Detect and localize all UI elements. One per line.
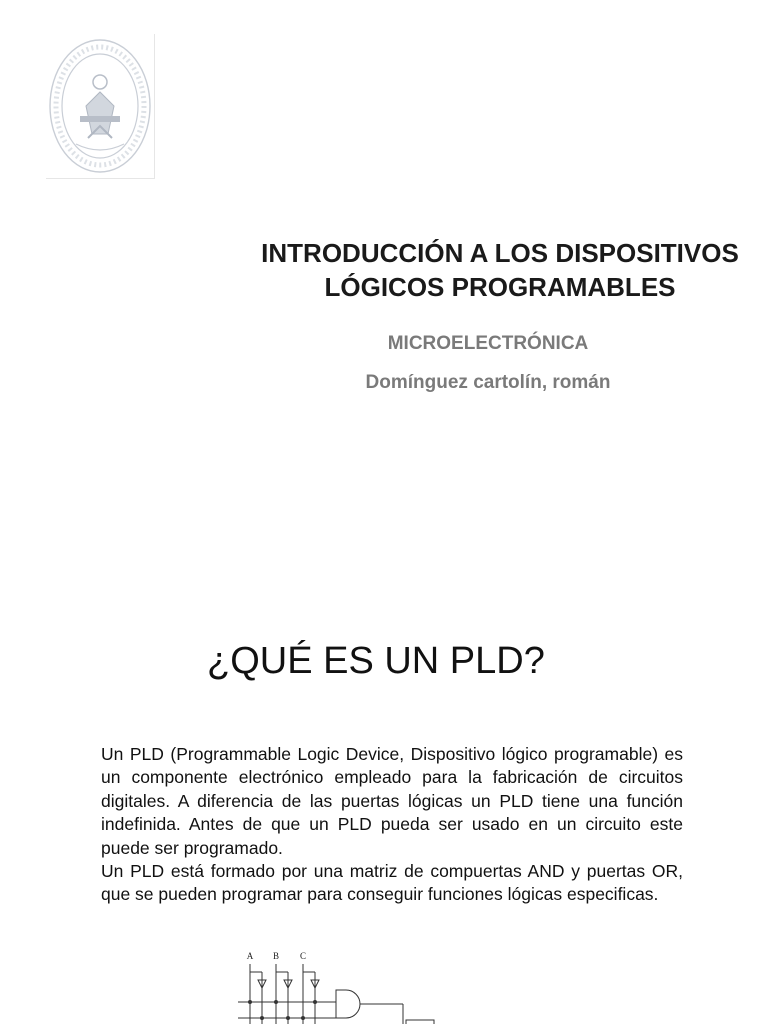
paragraph-2: Un PLD está formado por una matriz de compuertas AND y puertas OR, que se pueden programar para conseguir funciones lógicas especificas. (101, 861, 683, 905)
subject-subtitle: MICROELECTRÓNICA (387, 333, 589, 354)
section-body (101, 743, 683, 907)
input-label-b: B (272, 951, 280, 961)
title-line-2: LÓGICOS PROGRAMABLES (324, 272, 676, 302)
university-seal-icon (46, 34, 155, 179)
pld-circuit-diagram-icon (228, 944, 468, 1029)
document-title (200, 236, 768, 304)
section-heading: ¿QUÉ ES UN PLD? (207, 640, 545, 682)
author-name: Domínguez cartolín, román (365, 372, 611, 393)
title-line-1: INTRODUCCIÓN A LOS DISPOSITIVOS (261, 238, 739, 268)
input-label-a: A (246, 951, 254, 961)
input-label-c: C (299, 951, 307, 961)
paragraph-1: Un PLD (Programmable Logic Device, Dispositivo lógico programable) es un componente electrónico empleado para la fabricación de circuitos digitales. A diferencia de las puertas lógicas un PLD tiene una función indefinida. Antes de que un PLD pueda ser usado en un circuito este puede ser programado. (101, 744, 683, 858)
